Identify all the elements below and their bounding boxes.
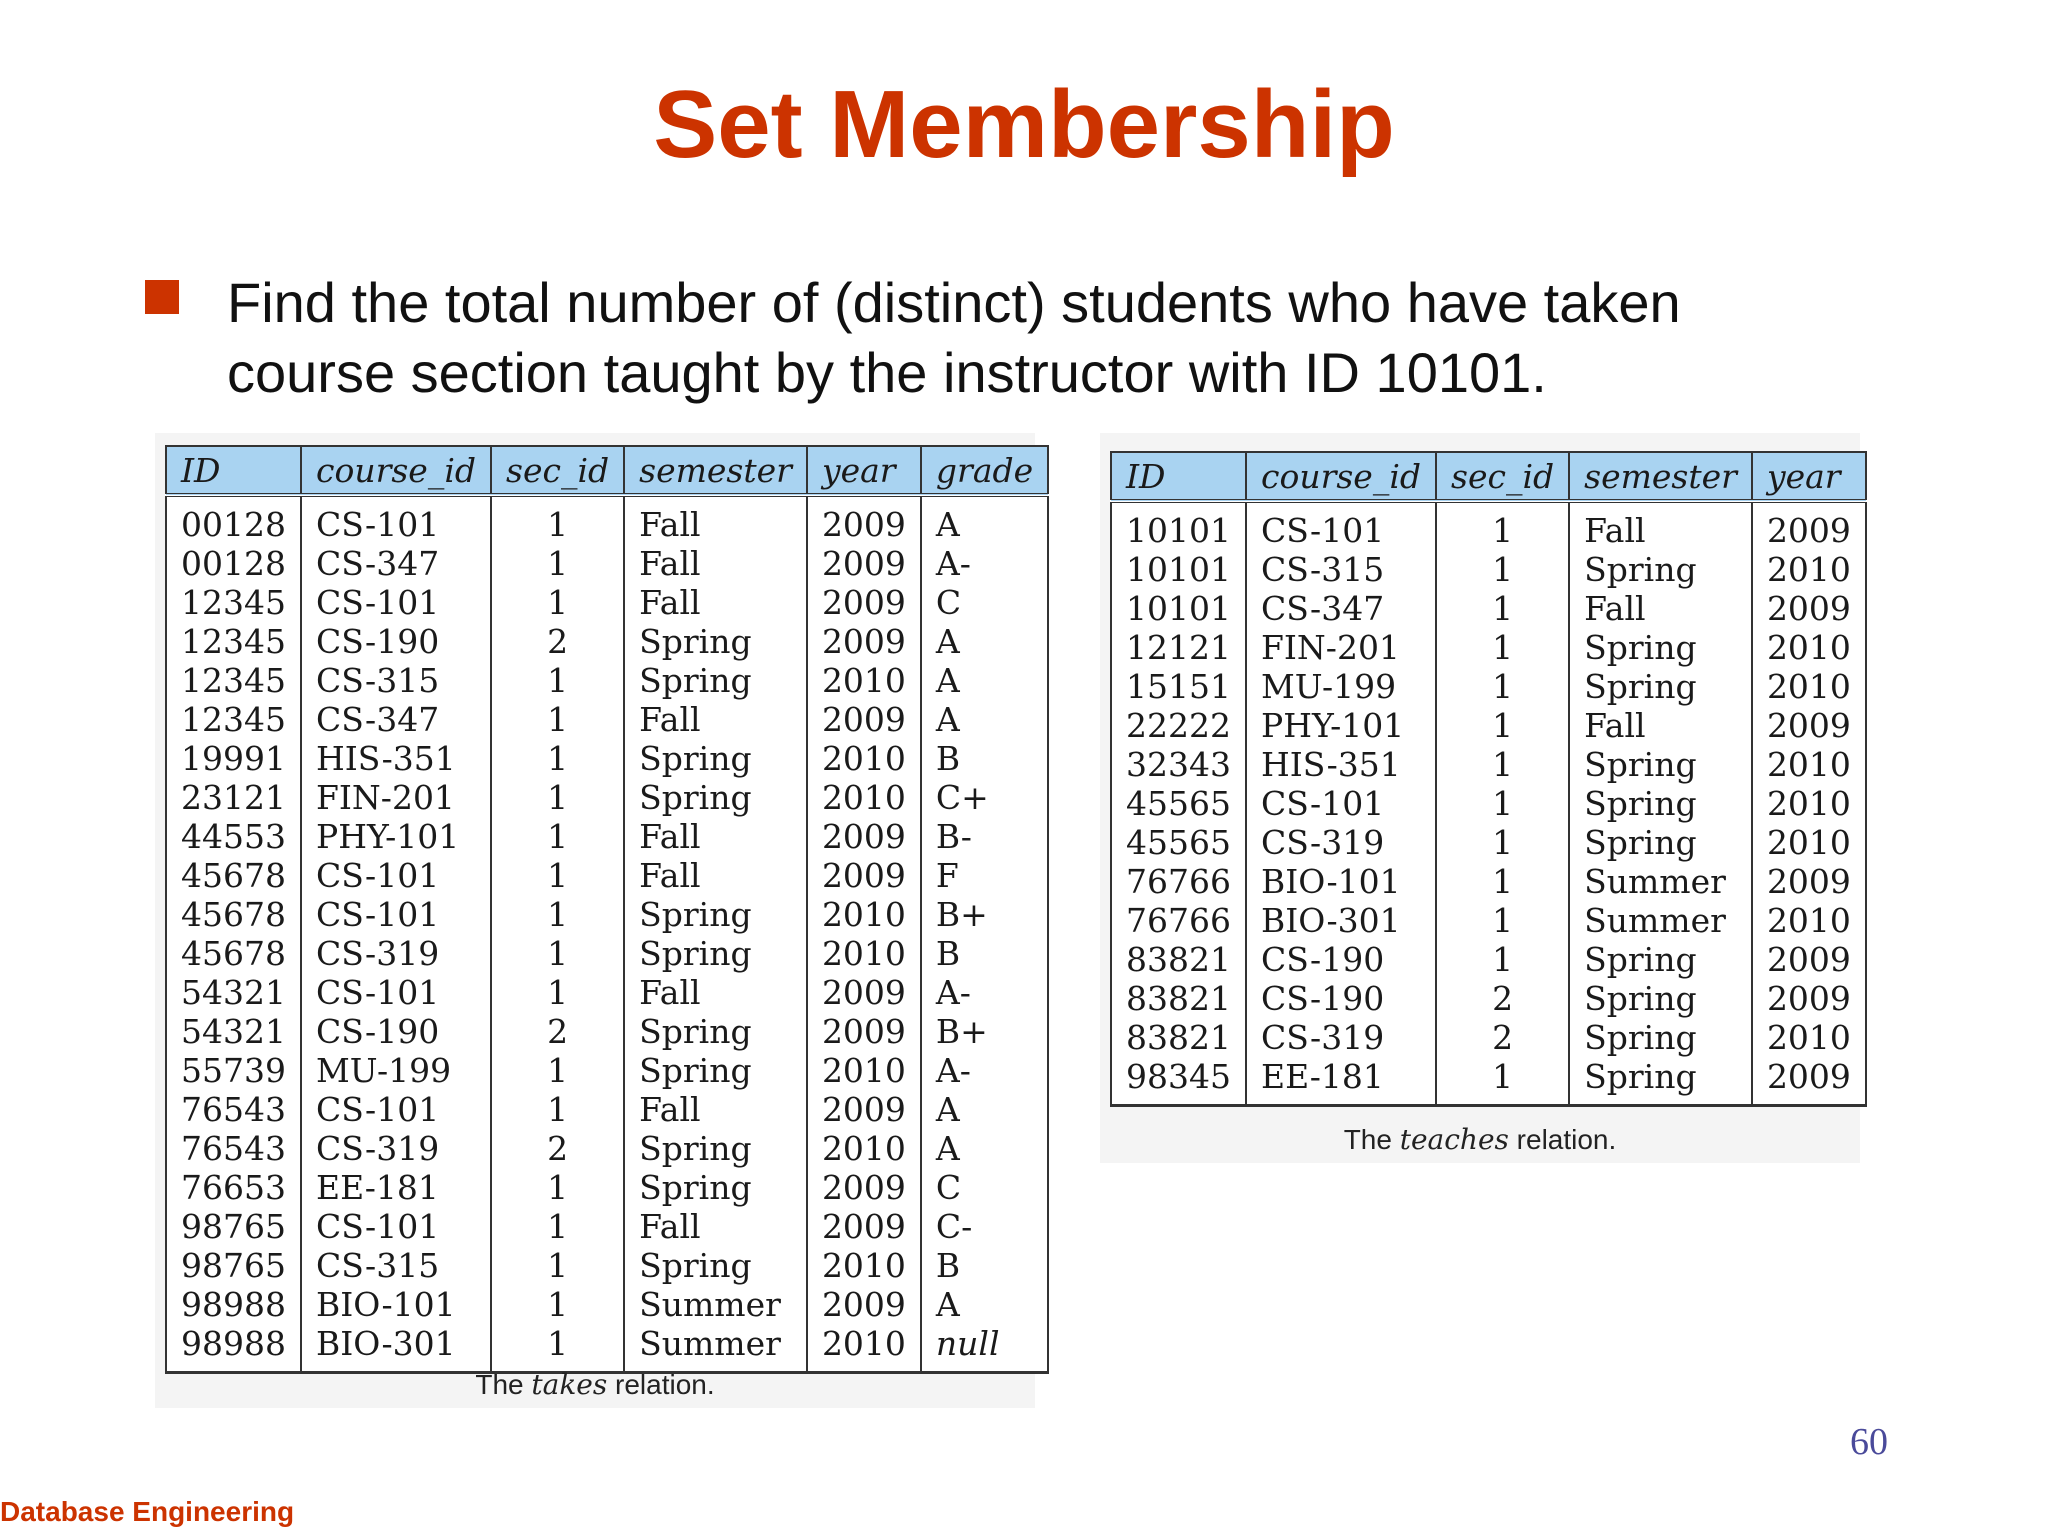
teaches-cell: PHY-101	[1246, 706, 1436, 745]
takes-cell: Spring	[624, 622, 807, 661]
takes-cell: B-	[921, 817, 1048, 856]
takes-cell: 12345	[166, 622, 301, 661]
takes-cell: 1	[491, 856, 624, 895]
takes-cell: Spring	[624, 739, 807, 778]
teaches-row	[1111, 940, 1866, 979]
teaches-cell: 1	[1436, 628, 1569, 667]
takes-cell: EE-181	[301, 1168, 491, 1207]
teaches-cell: 1	[1436, 501, 1569, 550]
takes-cell: 2009	[807, 817, 921, 856]
takes-cell: 1	[491, 1285, 624, 1324]
takes-cell: 2009	[807, 1168, 921, 1207]
takes-cell: 54321	[166, 1012, 301, 1051]
takes-cell: 1	[491, 934, 624, 973]
takes-cell: FIN-201	[301, 778, 491, 817]
takes-cell: CS-101	[301, 583, 491, 622]
takes-cell: CS-347	[301, 544, 491, 583]
teaches-row	[1111, 1057, 1866, 1106]
takes-row	[166, 856, 1048, 895]
teaches-cell: 1	[1436, 940, 1569, 979]
takes-cell: C	[921, 583, 1048, 622]
takes-cell: PHY-101	[301, 817, 491, 856]
takes-cell: 00128	[166, 544, 301, 583]
teaches-cell: Spring	[1569, 823, 1752, 862]
teaches-caption-prefix: The	[1343, 1124, 1400, 1155]
takes-caption	[155, 1368, 1035, 1401]
teaches-cell: CS-319	[1246, 1018, 1436, 1057]
takes-table	[165, 445, 1049, 1374]
takes-cell: A	[921, 661, 1048, 700]
takes-cell: 2010	[807, 661, 921, 700]
teaches-cell: 2009	[1752, 979, 1866, 1018]
takes-header-row	[166, 446, 1048, 495]
teaches-cell: Spring	[1569, 745, 1752, 784]
takes-row	[166, 1090, 1048, 1129]
teaches-body	[1111, 501, 1866, 1106]
teaches-cell: 1	[1436, 589, 1569, 628]
teaches-row	[1111, 745, 1866, 784]
takes-cell: Spring	[624, 1129, 807, 1168]
teaches-cell: 10101	[1111, 550, 1246, 589]
teaches-cell: CS-315	[1246, 550, 1436, 589]
footer-course-name: Database Engineering	[0, 1496, 295, 1527]
takes-cell: 23121	[166, 778, 301, 817]
teaches-row	[1111, 901, 1866, 940]
takes-cell: 2009	[807, 1012, 921, 1051]
takes-relation-figure	[155, 433, 1035, 1408]
takes-cell: 2009	[807, 622, 921, 661]
teaches-cell: 2009	[1752, 1057, 1866, 1106]
takes-cell: 2010	[807, 895, 921, 934]
teaches-cell: CS-190	[1246, 940, 1436, 979]
takes-cell: 1	[491, 817, 624, 856]
teaches-cell: 2010	[1752, 628, 1866, 667]
takes-row	[166, 1207, 1048, 1246]
takes-cell: Fall	[624, 495, 807, 544]
teaches-cell: 2009	[1752, 862, 1866, 901]
takes-cell: 2010	[807, 1051, 921, 1090]
teaches-cell: Spring	[1569, 979, 1752, 1018]
teaches-cell: 12121	[1111, 628, 1246, 667]
slide-title: Set Membership	[653, 71, 1395, 178]
takes-row	[166, 544, 1048, 583]
takes-cell: 1	[491, 895, 624, 934]
teaches-cell: Spring	[1569, 940, 1752, 979]
teaches-cell: 2	[1436, 979, 1569, 1018]
takes-col-header: sec_id	[491, 446, 624, 495]
takes-cell: CS-319	[301, 1129, 491, 1168]
takes-cell: C-	[921, 1207, 1048, 1246]
teaches-cell: Spring	[1569, 1057, 1752, 1106]
takes-cell: Fall	[624, 700, 807, 739]
takes-cell: null	[921, 1324, 1048, 1373]
teaches-cell: BIO-301	[1246, 901, 1436, 940]
takes-cell: 1	[491, 1207, 624, 1246]
teaches-col-header: ID	[1111, 452, 1246, 501]
takes-cell: Fall	[624, 1207, 807, 1246]
takes-cell: 76543	[166, 1090, 301, 1129]
takes-cell: B	[921, 739, 1048, 778]
takes-cell: 98988	[166, 1285, 301, 1324]
takes-cell: A	[921, 1090, 1048, 1129]
takes-cell: 76653	[166, 1168, 301, 1207]
teaches-cell: CS-101	[1246, 784, 1436, 823]
teaches-row	[1111, 667, 1866, 706]
teaches-cell: 2010	[1752, 667, 1866, 706]
takes-cell: 2009	[807, 856, 921, 895]
takes-caption-name: takes	[531, 1368, 608, 1401]
takes-cell: Fall	[624, 544, 807, 583]
takes-cell: 1	[491, 700, 624, 739]
takes-cell: 1	[491, 661, 624, 700]
teaches-cell: BIO-101	[1246, 862, 1436, 901]
bullet-text: Find the total number of (distinct) students who have taken course section taught by the instructor with ID 10101.	[227, 271, 1681, 404]
takes-row	[166, 1168, 1048, 1207]
takes-cell: 45678	[166, 895, 301, 934]
teaches-cell: 10101	[1111, 501, 1246, 550]
takes-cell: Fall	[624, 856, 807, 895]
teaches-cell: 2010	[1752, 745, 1866, 784]
teaches-cell: Spring	[1569, 784, 1752, 823]
takes-cell: CS-347	[301, 700, 491, 739]
takes-cell: 12345	[166, 661, 301, 700]
takes-col-header: ID	[166, 446, 301, 495]
teaches-cell: EE-181	[1246, 1057, 1436, 1106]
teaches-cell: 2009	[1752, 706, 1866, 745]
teaches-cell: 2009	[1752, 501, 1866, 550]
teaches-cell: 1	[1436, 862, 1569, 901]
teaches-cell: Spring	[1569, 628, 1752, 667]
takes-cell: 2	[491, 1129, 624, 1168]
takes-cell: B	[921, 934, 1048, 973]
takes-cell: CS-101	[301, 1090, 491, 1129]
takes-cell: A	[921, 1285, 1048, 1324]
teaches-row	[1111, 589, 1866, 628]
teaches-cell: HIS-351	[1246, 745, 1436, 784]
teaches-cell: 1	[1436, 823, 1569, 862]
takes-row	[166, 700, 1048, 739]
takes-cell: CS-101	[301, 1207, 491, 1246]
teaches-cell: 83821	[1111, 940, 1246, 979]
teaches-cell: 1	[1436, 550, 1569, 589]
takes-cell: 76543	[166, 1129, 301, 1168]
takes-cell: A	[921, 700, 1048, 739]
takes-cell: Spring	[624, 1168, 807, 1207]
takes-cell: 1	[491, 1168, 624, 1207]
takes-cell: 00128	[166, 495, 301, 544]
takes-cell: 2	[491, 1012, 624, 1051]
takes-cell: Summer	[624, 1324, 807, 1373]
teaches-cell: 45565	[1111, 823, 1246, 862]
teaches-cell: MU-199	[1246, 667, 1436, 706]
teaches-cell: 22222	[1111, 706, 1246, 745]
takes-col-header: course_id	[301, 446, 491, 495]
takes-cell: Summer	[624, 1285, 807, 1324]
teaches-cell: 98345	[1111, 1057, 1246, 1106]
teaches-cell: 2009	[1752, 589, 1866, 628]
teaches-cell: 2010	[1752, 901, 1866, 940]
teaches-col-header: sec_id	[1436, 452, 1569, 501]
takes-cell: Spring	[624, 1246, 807, 1285]
takes-cell: 98765	[166, 1207, 301, 1246]
takes-cell: 1	[491, 544, 624, 583]
takes-cell: B+	[921, 895, 1048, 934]
takes-cell: A-	[921, 1051, 1048, 1090]
teaches-row	[1111, 706, 1866, 745]
takes-cell: 45678	[166, 856, 301, 895]
takes-cell: 2010	[807, 934, 921, 973]
teaches-cell: FIN-201	[1246, 628, 1436, 667]
takes-cell: 2009	[807, 973, 921, 1012]
teaches-header-row	[1111, 452, 1866, 501]
teaches-cell: Spring	[1569, 550, 1752, 589]
teaches-cell: 15151	[1111, 667, 1246, 706]
takes-cell: Spring	[624, 778, 807, 817]
takes-cell: CS-315	[301, 1246, 491, 1285]
takes-cell: Fall	[624, 973, 807, 1012]
teaches-cell: CS-319	[1246, 823, 1436, 862]
teaches-cell: 76766	[1111, 862, 1246, 901]
takes-row	[166, 495, 1048, 544]
takes-cell: 2010	[807, 739, 921, 778]
teaches-cell: 2010	[1752, 784, 1866, 823]
takes-cell: A-	[921, 973, 1048, 1012]
takes-row	[166, 583, 1048, 622]
takes-cell: 1	[491, 739, 624, 778]
takes-row	[166, 817, 1048, 856]
takes-cell: Spring	[624, 1051, 807, 1090]
takes-cell: 55739	[166, 1051, 301, 1090]
takes-cell: 2009	[807, 495, 921, 544]
takes-cell: 1	[491, 1051, 624, 1090]
teaches-cell: Spring	[1569, 667, 1752, 706]
takes-cell: Fall	[624, 583, 807, 622]
teaches-cell: 83821	[1111, 1018, 1246, 1057]
teaches-cell: Spring	[1569, 1018, 1752, 1057]
teaches-cell: CS-101	[1246, 501, 1436, 550]
teaches-row	[1111, 501, 1866, 550]
takes-row	[166, 1012, 1048, 1051]
takes-row	[166, 895, 1048, 934]
teaches-row	[1111, 862, 1866, 901]
takes-row	[166, 1129, 1048, 1168]
takes-cell: 2009	[807, 1090, 921, 1129]
takes-row	[166, 622, 1048, 661]
takes-cell: A	[921, 495, 1048, 544]
takes-col-header: grade	[921, 446, 1048, 495]
teaches-cell: 1	[1436, 1057, 1569, 1106]
takes-cell: BIO-301	[301, 1324, 491, 1373]
takes-cell: CS-315	[301, 661, 491, 700]
takes-cell: 2010	[807, 778, 921, 817]
teaches-cell: 76766	[1111, 901, 1246, 940]
takes-cell: Fall	[624, 1090, 807, 1129]
takes-cell: CS-101	[301, 895, 491, 934]
teaches-cell: 1	[1436, 706, 1569, 745]
takes-cell: CS-190	[301, 622, 491, 661]
takes-cell: 1	[491, 1090, 624, 1129]
takes-cell: 2009	[807, 544, 921, 583]
takes-cell: A-	[921, 544, 1048, 583]
takes-row	[166, 1324, 1048, 1373]
takes-cell: CS-101	[301, 495, 491, 544]
takes-row	[166, 739, 1048, 778]
teaches-cell: Fall	[1569, 501, 1752, 550]
takes-cell: F	[921, 856, 1048, 895]
takes-row	[166, 1285, 1048, 1324]
takes-cell: CS-190	[301, 1012, 491, 1051]
takes-cell: CS-101	[301, 856, 491, 895]
takes-cell: 2	[491, 622, 624, 661]
takes-body	[166, 495, 1048, 1373]
teaches-cell: 1	[1436, 901, 1569, 940]
teaches-row	[1111, 1018, 1866, 1057]
takes-cell: Spring	[624, 1012, 807, 1051]
teaches-row	[1111, 979, 1866, 1018]
takes-cell: B	[921, 1246, 1048, 1285]
teaches-cell: 2	[1436, 1018, 1569, 1057]
takes-cell: C	[921, 1168, 1048, 1207]
takes-row	[166, 973, 1048, 1012]
takes-col-header: semester	[624, 446, 807, 495]
takes-cell: 1	[491, 1324, 624, 1373]
teaches-row	[1111, 550, 1866, 589]
takes-cell: 12345	[166, 583, 301, 622]
teaches-col-header: year	[1752, 452, 1866, 501]
teaches-row	[1111, 823, 1866, 862]
takes-row	[166, 661, 1048, 700]
takes-cell: Fall	[624, 817, 807, 856]
takes-cell: 2009	[807, 583, 921, 622]
takes-cell: 54321	[166, 973, 301, 1012]
takes-caption-prefix: The	[475, 1369, 532, 1400]
teaches-cell: Fall	[1569, 706, 1752, 745]
takes-cell: Spring	[624, 661, 807, 700]
teaches-cell: 2010	[1752, 550, 1866, 589]
takes-cell: 1	[491, 778, 624, 817]
takes-cell: 44553	[166, 817, 301, 856]
teaches-cell: 1	[1436, 667, 1569, 706]
teaches-caption-suffix: relation.	[1508, 1124, 1617, 1155]
teaches-cell: 2010	[1752, 1018, 1866, 1057]
takes-row	[166, 778, 1048, 817]
takes-cell: 1	[491, 1246, 624, 1285]
takes-cell: A	[921, 622, 1048, 661]
takes-cell: 2010	[807, 1324, 921, 1373]
teaches-cell: Summer	[1569, 901, 1752, 940]
teaches-relation-figure	[1100, 433, 1860, 1163]
teaches-cell: 83821	[1111, 979, 1246, 1018]
takes-row	[166, 1246, 1048, 1285]
teaches-caption-name: teaches	[1399, 1123, 1509, 1156]
takes-cell: 2009	[807, 1207, 921, 1246]
takes-cell: BIO-101	[301, 1285, 491, 1324]
takes-cell: B+	[921, 1012, 1048, 1051]
takes-cell: CS-319	[301, 934, 491, 973]
takes-cell: Spring	[624, 934, 807, 973]
teaches-cell: CS-190	[1246, 979, 1436, 1018]
takes-cell: 45678	[166, 934, 301, 973]
teaches-cell: CS-347	[1246, 589, 1436, 628]
teaches-cell: 1	[1436, 784, 1569, 823]
teaches-cell: Fall	[1569, 589, 1752, 628]
takes-cell: HIS-351	[301, 739, 491, 778]
takes-cell: 19991	[166, 739, 301, 778]
takes-cell: 1	[491, 583, 624, 622]
teaches-cell: 32343	[1111, 745, 1246, 784]
teaches-table	[1110, 451, 1867, 1107]
teaches-col-header: course_id	[1246, 452, 1436, 501]
takes-cell: 1	[491, 973, 624, 1012]
takes-cell: MU-199	[301, 1051, 491, 1090]
teaches-cell: 1	[1436, 745, 1569, 784]
takes-cell: 2009	[807, 700, 921, 739]
teaches-cell: 45565	[1111, 784, 1246, 823]
teaches-cell: 2010	[1752, 823, 1866, 862]
teaches-caption	[1100, 1123, 1860, 1156]
square-bullet-icon	[145, 280, 179, 314]
teaches-cell: 2009	[1752, 940, 1866, 979]
teaches-cell: Summer	[1569, 862, 1752, 901]
takes-cell: 2010	[807, 1246, 921, 1285]
takes-cell: 12345	[166, 700, 301, 739]
takes-row	[166, 1051, 1048, 1090]
teaches-cell: 10101	[1111, 589, 1246, 628]
takes-cell: 2009	[807, 1285, 921, 1324]
takes-cell: CS-101	[301, 973, 491, 1012]
takes-cell: 2010	[807, 1129, 921, 1168]
takes-col-header: year	[807, 446, 921, 495]
teaches-row	[1111, 628, 1866, 667]
page-number: 60	[1850, 1421, 1888, 1463]
teaches-row	[1111, 784, 1866, 823]
takes-cell: 98988	[166, 1324, 301, 1373]
teaches-col-header: semester	[1569, 452, 1752, 501]
takes-cell: A	[921, 1129, 1048, 1168]
takes-cell: 98765	[166, 1246, 301, 1285]
takes-cell: C+	[921, 778, 1048, 817]
takes-caption-suffix: relation.	[607, 1369, 715, 1400]
takes-row	[166, 934, 1048, 973]
takes-cell: 1	[491, 495, 624, 544]
takes-cell: Spring	[624, 895, 807, 934]
